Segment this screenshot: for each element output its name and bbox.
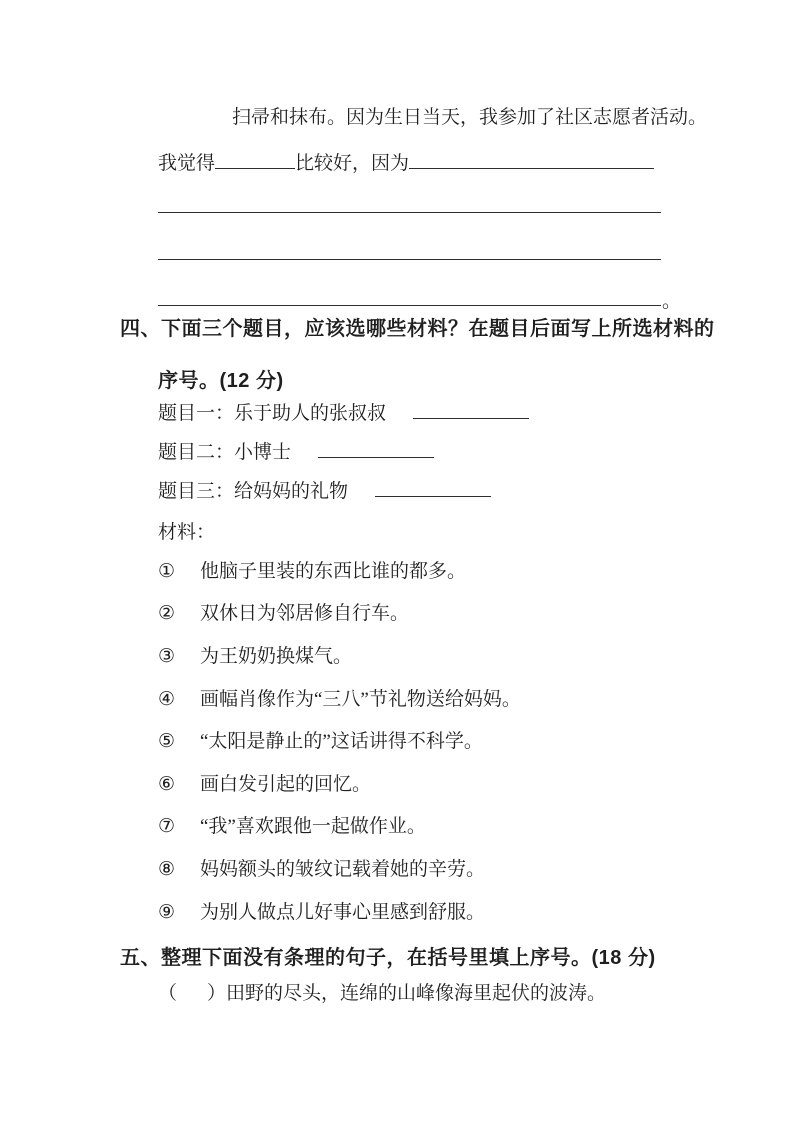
material-text-1: 他脑子里装的东西比谁的都多。 [200, 561, 467, 582]
material-number-3: ③ [158, 646, 176, 667]
materials-label: 材料： [158, 522, 216, 543]
topic-row-3 [158, 480, 491, 504]
material-item-9 [158, 901, 485, 925]
material-text-6: 画白发引起的回忆。 [200, 774, 372, 795]
section-five-item-1 [158, 982, 606, 1006]
opinion-line [158, 152, 654, 176]
topic-answer-blank-2 [318, 453, 434, 458]
material-text-8: 妈妈额头的皱纹记载着她的辛劳。 [200, 859, 486, 880]
section-five-heading: 五、整理下面没有条理的句子，在括号里填上序号。(18 分) [120, 947, 656, 969]
rule-end-period: 。 [662, 291, 682, 312]
material-number-4: ④ [158, 689, 176, 710]
material-number-6: ⑥ [158, 774, 176, 795]
section-four-heading-line1: 四、下面三个题目，应该选哪些材料？在题目后面写上所选材料的 [120, 318, 715, 340]
material-item-3 [158, 645, 352, 669]
material-item-8 [158, 858, 485, 882]
material-number-5: ⑤ [158, 731, 176, 752]
topic-label-1: 题目一：乐于助人的张叔叔 [158, 403, 387, 424]
material-number-2: ② [158, 603, 176, 624]
material-number-9: ⑨ [158, 902, 176, 923]
bracket-open: （ [158, 983, 178, 1004]
writing-rule-1 [158, 212, 661, 213]
material-text-4: 画幅肖像作为“三八”节礼物送给妈妈。 [200, 689, 521, 710]
material-number-1: ① [158, 561, 176, 582]
material-item-7 [158, 815, 426, 839]
section-four-heading-line2: 序号。(12 分) [158, 370, 284, 392]
topic-label-2: 题目二：小博士 [158, 442, 292, 463]
writing-rule-3 [158, 305, 661, 306]
opinion-prefix: 我觉得 [158, 153, 216, 174]
material-number-7: ⑦ [158, 816, 176, 837]
opinion-answer-blank-2 [409, 164, 654, 169]
topic-row-2 [158, 441, 434, 465]
opinion-mid: 比较好，因为 [295, 153, 410, 174]
material-item-1 [158, 560, 466, 584]
material-item-2 [158, 602, 409, 626]
material-text-2: 双休日为邻居修自行车。 [200, 603, 410, 624]
material-text-7: “我”喜欢跟他一起做作业。 [200, 816, 426, 837]
topic-answer-blank-3 [375, 492, 491, 497]
material-item-6 [158, 773, 371, 797]
topic-label-3: 题目三：给妈妈的礼物 [158, 481, 349, 502]
material-item-4 [158, 688, 521, 712]
material-text-3: 为王奶奶换煤气。 [200, 646, 353, 667]
material-text-5: “太阳是静止的”这话讲得不科学。 [200, 731, 483, 752]
section-five-item-text: 田野的尽头，连绵的山峰像海里起伏的波涛。 [226, 983, 607, 1004]
material-item-5 [158, 730, 483, 754]
material-text-9: 为别人做点儿好事心里感到舒服。 [200, 902, 486, 923]
material-number-8: ⑧ [158, 859, 176, 880]
bracket-close: ） [207, 983, 227, 1004]
topic-row-1 [158, 402, 529, 426]
writing-rule-2 [158, 259, 661, 260]
intro-text: 扫帚和抹布。因为生日当天，我参加了社区志愿者活动。 [232, 107, 708, 128]
topic-answer-blank-1 [413, 414, 529, 419]
opinion-answer-blank-1 [215, 164, 295, 169]
